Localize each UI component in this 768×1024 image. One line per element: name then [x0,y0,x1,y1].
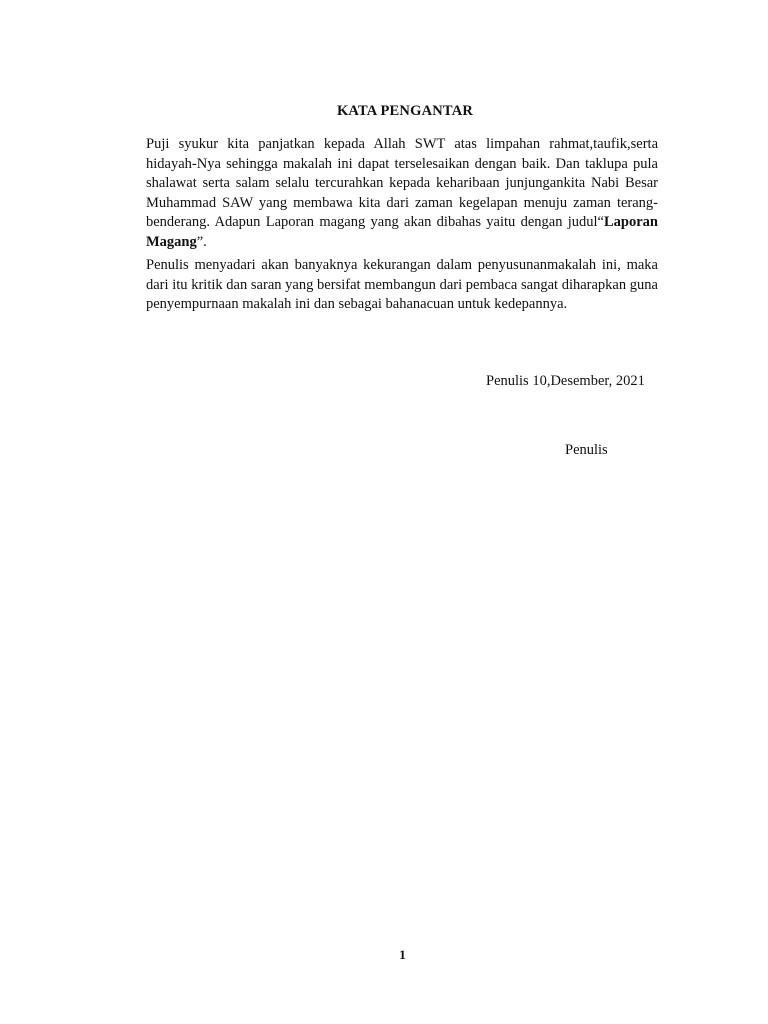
paragraph-intro-text: Puji syukur kita panjatkan kepada Allah SWT atas limpahan rahmat,taufik,serta hidayah-Nya sehingga makalah ini dapat terselesaikan dengan baik. Dan taklupa pula shalawat serta salam selalu tercurahkan kepada keharibaan junjungankita Nabi Besar Muhammad SAW yang membawa kita dari zaman kegelapan menuju zaman terang-benderang. Adapun Laporan magang yang akan dibahas yaitu dengan judul“ [146,136,658,230]
report-title: Laporan Magang [146,214,658,250]
paragraph-closing: Penulis menyadari akan banyaknya kekurangan dalam penyusunanmakalah ini, maka dari itu kritik dan saran yang bersifat membangun dari pembaca sangat diharapkan guna penyempurnaan makalah ini dan sebagai bahanacuan untuk kedepannya. [146,257,658,312]
signer-name: Penulis [565,442,608,458]
page-title: KATA PENGANTAR [336,103,474,119]
place-date: Penulis 10,Desember, 2021 [486,373,645,389]
paragraph-intro-end: ”. [196,233,207,250]
paragraph-intro [146,135,658,252]
page-number: 1 [399,947,406,962]
